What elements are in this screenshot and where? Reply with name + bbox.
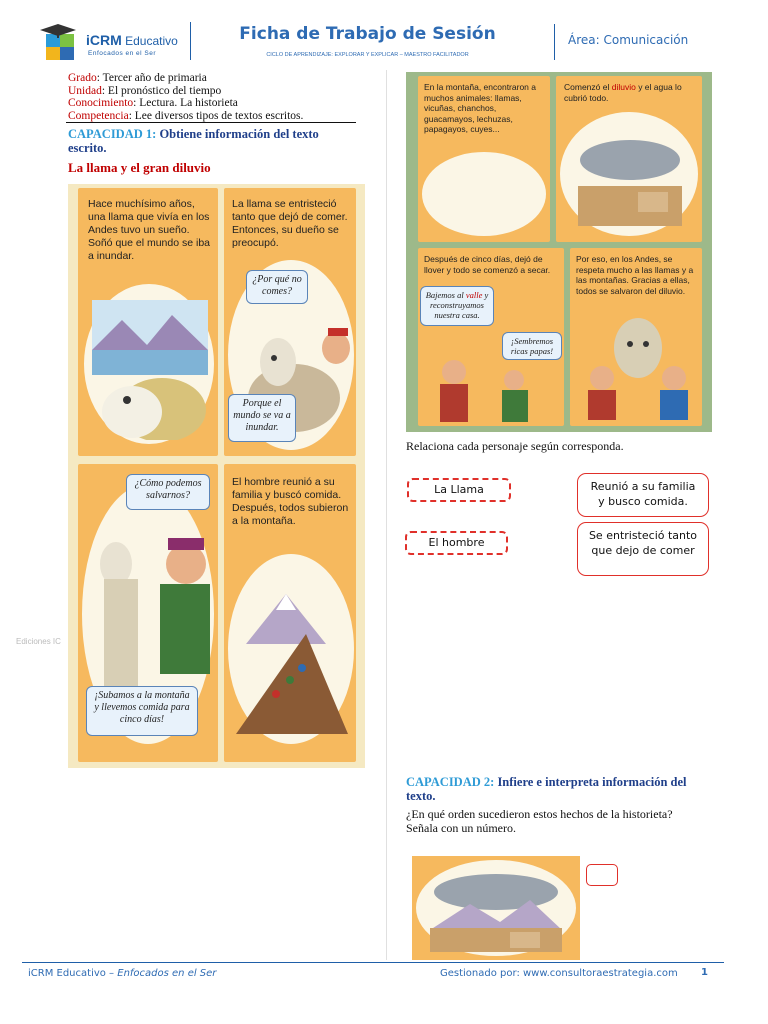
comic-panel-1 bbox=[78, 188, 218, 456]
speech-bubble-por-que: ¿Por qué no comes? bbox=[246, 270, 308, 304]
panel-2-text: La llama se entristeció tanto que dejó de comer. Entonces, su dueño se preocupó. bbox=[232, 198, 348, 249]
capacidad-1-heading: CAPACIDAD 1: Obtiene información del texto escrito. bbox=[68, 127, 319, 155]
speech-bubble-sembremos: ¡Sembremos ricas papas! bbox=[502, 332, 562, 360]
info-divider bbox=[66, 122, 356, 123]
info-conocimiento: Conocimiento: Lectura. La historieta bbox=[68, 97, 238, 109]
watermark: Ediciones IC bbox=[16, 637, 61, 646]
logo-brand: iCRM Educativo bbox=[86, 32, 178, 48]
mountain-climb-illustration bbox=[236, 584, 348, 734]
panel-4-text: El hombre reunió a su familia y buscó comida. Después, todos subieron a la montaña. bbox=[232, 476, 349, 527]
header-divider-right bbox=[554, 24, 555, 60]
column-divider bbox=[386, 70, 387, 960]
dream-illustration bbox=[92, 300, 208, 440]
story-title: La llama y el gran diluvio bbox=[68, 160, 211, 175]
comic-panel-4 bbox=[224, 464, 356, 762]
family-illustration bbox=[424, 358, 558, 422]
order-number-input[interactable] bbox=[586, 864, 618, 886]
panel-8-text: Por eso, en los Andes, se respeta mucho a las llamas y a las montañas. Gracias a ellas, todos se salvaron del diluvio. bbox=[576, 254, 694, 296]
footer-managed-by: Gestionado por: www.consultoraestrategia.com bbox=[440, 968, 678, 979]
panel-5-text: En la montaña, encontraron a muchos animales: llamas, vicuñas, chanchos, guacamayos, lechuzas, papagayos, cuyes... bbox=[424, 82, 536, 134]
panel-5-cloud bbox=[422, 152, 546, 236]
comic-panel-5 bbox=[418, 76, 550, 242]
panel-6-text: Comenzó el diluvio y el agua lo cubrió todo. bbox=[564, 82, 682, 103]
llama-family-illustration bbox=[578, 308, 696, 420]
info-unidad: Unidad: El pronóstico del tiempo bbox=[68, 84, 222, 97]
speech-bubble-porque: Porque el mundo se va a inundar. bbox=[228, 394, 296, 442]
match-left-la-llama[interactable]: La Llama bbox=[407, 478, 511, 502]
page-title: Ficha de Trabajo de Sesión bbox=[239, 24, 496, 44]
comic-right bbox=[406, 72, 712, 432]
comic-left bbox=[68, 184, 365, 768]
footer-divider bbox=[22, 962, 724, 963]
header-divider bbox=[190, 22, 191, 60]
match-left-el-hombre[interactable]: El hombre bbox=[405, 531, 508, 555]
match-right-entristecio[interactable]: Se entristeció tanto que dejo de comer bbox=[577, 522, 709, 576]
logo bbox=[38, 20, 188, 66]
comic-panel-8 bbox=[570, 248, 702, 426]
logo-tagline: Enfocados en el Ser bbox=[88, 50, 157, 57]
info-grado: Grado: Tercer año de primaria bbox=[68, 72, 207, 84]
flood-scene-illustration bbox=[430, 870, 562, 952]
order-question: ¿En qué orden sucedieron estos hechos de la historieta? Señala con un número. bbox=[406, 807, 673, 835]
area-label: Área: Comunicación bbox=[568, 33, 689, 47]
logo-puzzle-icon bbox=[38, 22, 84, 62]
page-subtitle: CICLO DE APRENDIZAJE: EXPLORAR Y EXPLICAR – MAESTRO FACILITADOR bbox=[266, 52, 469, 58]
comic-panel-7 bbox=[418, 248, 564, 426]
panel-7-text: Después de cinco días, dejó de llover y todo se comenzó a secar. bbox=[424, 254, 551, 275]
panel-1-text: Hace muchísimo años, una llama que vivía en los Andes tuvo un sueño. Soñó que el mundo se iba a inundar. bbox=[88, 198, 211, 262]
comic-panel-2 bbox=[224, 188, 356, 456]
order-image-flood bbox=[412, 856, 580, 960]
footer-brand: iCRM Educativo – Enfocados en el Ser bbox=[28, 968, 217, 979]
session-info bbox=[68, 72, 303, 122]
llama-and-man-illustration bbox=[86, 524, 214, 694]
speech-bubble-como: ¿Cómo podemos salvarnos? bbox=[126, 474, 210, 510]
comic-panel-6 bbox=[556, 76, 702, 242]
info-competencia: Competencia: Lee diversos tipos de textos escritos. bbox=[68, 109, 304, 122]
capacidad-2-heading: CAPACIDAD 2: Infiere e interpreta información del texto. bbox=[406, 775, 687, 803]
page-number: 1 bbox=[701, 967, 708, 978]
comic-panel-3 bbox=[78, 464, 218, 762]
relaciona-prompt: Relaciona cada personaje según corresponda. bbox=[406, 439, 624, 453]
speech-bubble-bajemos: Bajemos al valle y reconstruyamos nuestra casa. bbox=[420, 286, 494, 326]
flood-illustration bbox=[578, 136, 682, 226]
speech-bubble-subamos: ¡Subamos a la montaña y llevemos comida para cinco días! bbox=[86, 686, 198, 736]
match-right-reunio[interactable]: Reunió a su familia y busco comida. bbox=[577, 473, 709, 517]
